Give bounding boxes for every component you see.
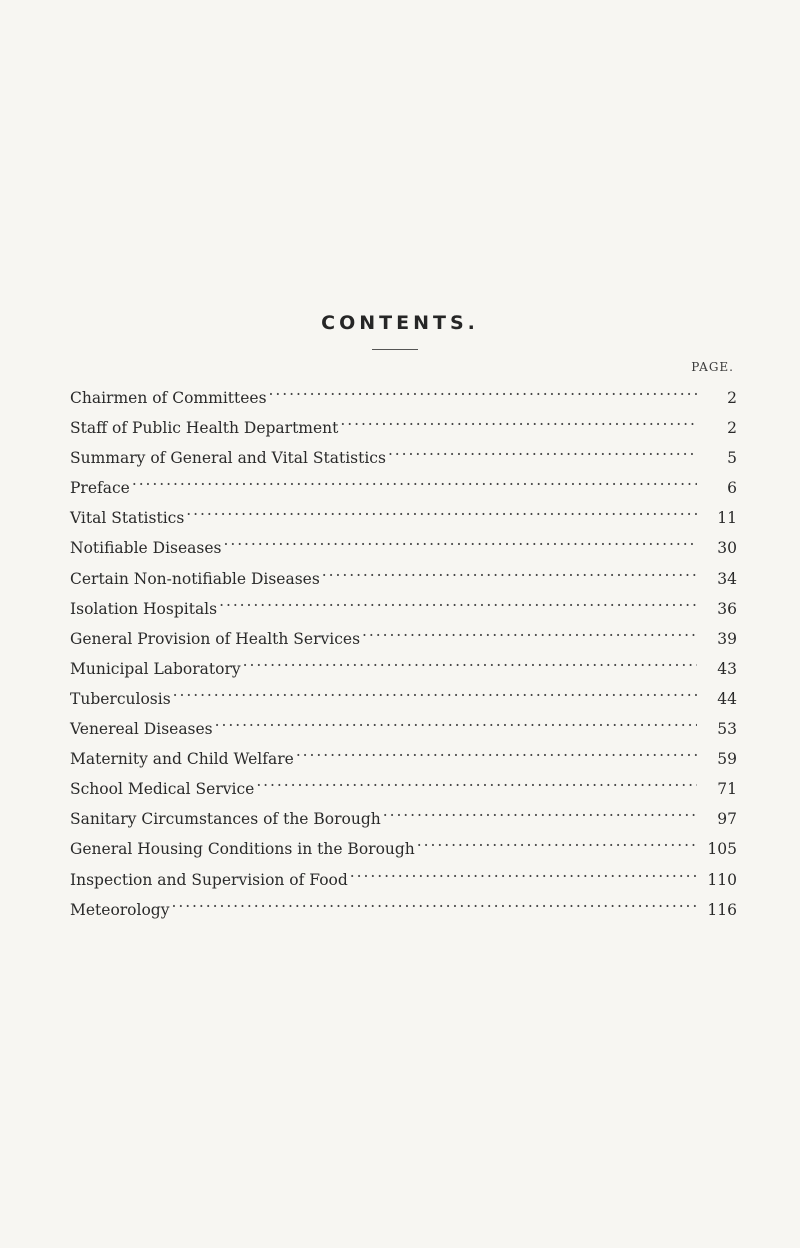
toc-entry-page: 36	[717, 599, 737, 618]
dot-leader	[132, 467, 697, 493]
toc-entry-title: School Medical Service	[70, 780, 255, 799]
toc-entry-page: 43	[717, 659, 737, 678]
toc-entry-page: 30	[717, 539, 737, 558]
toc-entry	[70, 497, 737, 527]
dot-leader	[173, 678, 697, 704]
toc-entry	[70, 738, 737, 768]
toc-entry-title: Tuberculosis	[70, 689, 171, 708]
toc-entry-title: Certain Non-notifiable Diseases	[70, 569, 320, 588]
dot-leader	[340, 407, 697, 433]
toc-entry	[70, 828, 737, 858]
toc-entry-title: General Housing Conditions in the Borough	[70, 840, 415, 859]
toc-entry-title: Maternity and Child Welfare	[70, 750, 294, 769]
toc-entry-page: 116	[707, 900, 737, 919]
dot-leader	[388, 437, 697, 463]
dot-leader	[350, 859, 697, 885]
toc-entry-title: Meteorology	[70, 900, 170, 919]
toc-entry	[70, 437, 737, 467]
toc-entry	[70, 467, 737, 497]
dot-leader	[243, 648, 697, 674]
toc-entry	[70, 798, 737, 828]
dot-leader	[269, 377, 697, 403]
toc-entry-title: Inspection and Supervision of Food	[70, 870, 348, 889]
dot-leader	[417, 828, 697, 854]
toc-entry-title: Preface	[70, 479, 130, 498]
toc-entry-page: 39	[717, 629, 737, 648]
toc-entry-page: 97	[717, 810, 737, 829]
toc-entry-title: Venereal Diseases	[70, 720, 213, 739]
toc-entry	[70, 407, 737, 437]
toc-entry	[70, 768, 737, 798]
dot-leader	[383, 798, 697, 824]
dot-leader	[215, 708, 697, 734]
toc-entry-page: 5	[727, 449, 737, 468]
toc-entry-title: Chairmen of Committees	[70, 389, 267, 407]
toc-entry-page: 2	[727, 419, 737, 438]
toc-entry-page: 44	[717, 689, 737, 708]
dot-leader	[296, 738, 697, 764]
toc-entry	[70, 377, 737, 407]
toc-entry-title: Vital Statistics	[70, 509, 185, 528]
table-of-contents	[70, 377, 737, 919]
dot-leader	[172, 889, 698, 915]
toc-entry-page: 110	[707, 870, 737, 889]
toc-entry-title: Isolation Hospitals	[70, 599, 218, 618]
dot-leader	[223, 527, 697, 553]
toc-entry-title: Notifiable Diseases	[70, 539, 222, 558]
dot-leader	[322, 558, 697, 584]
page-column-header: PAGE.	[691, 360, 734, 374]
toc-entry-title: Summary of General and Vital Statistics	[70, 449, 386, 468]
toc-entry-title: Sanitary Circumstances of the Borough	[70, 810, 381, 829]
toc-entry-page: 105	[707, 840, 737, 859]
toc-entry-title: Municipal Laboratory	[70, 659, 241, 678]
toc-entry	[70, 889, 737, 919]
page-title: CONTENTS.	[321, 312, 479, 334]
toc-entry-title: General Provision of Health Services	[70, 629, 361, 648]
dot-leader	[362, 618, 697, 644]
toc-entry-page: 59	[717, 750, 737, 769]
toc-entry	[70, 648, 737, 678]
toc-entry	[70, 558, 737, 588]
toc-entry-page: 11	[717, 509, 737, 528]
toc-entry	[70, 618, 737, 648]
dot-leader	[219, 588, 697, 614]
title-divider	[372, 349, 418, 350]
toc-entry	[70, 708, 737, 738]
toc-entry-page: 2	[727, 389, 737, 407]
toc-entry	[70, 588, 737, 618]
toc-entry	[70, 678, 737, 708]
toc-entry-page: 34	[717, 569, 737, 588]
toc-entry-page: 71	[717, 780, 737, 799]
toc-entry	[70, 859, 737, 889]
dot-leader	[256, 768, 697, 794]
toc-entry	[70, 527, 737, 557]
toc-entry-title: Staff of Public Health Department	[70, 419, 339, 438]
dot-leader	[186, 497, 697, 523]
toc-entry-page: 53	[717, 720, 737, 739]
toc-entry-page: 6	[727, 479, 737, 498]
